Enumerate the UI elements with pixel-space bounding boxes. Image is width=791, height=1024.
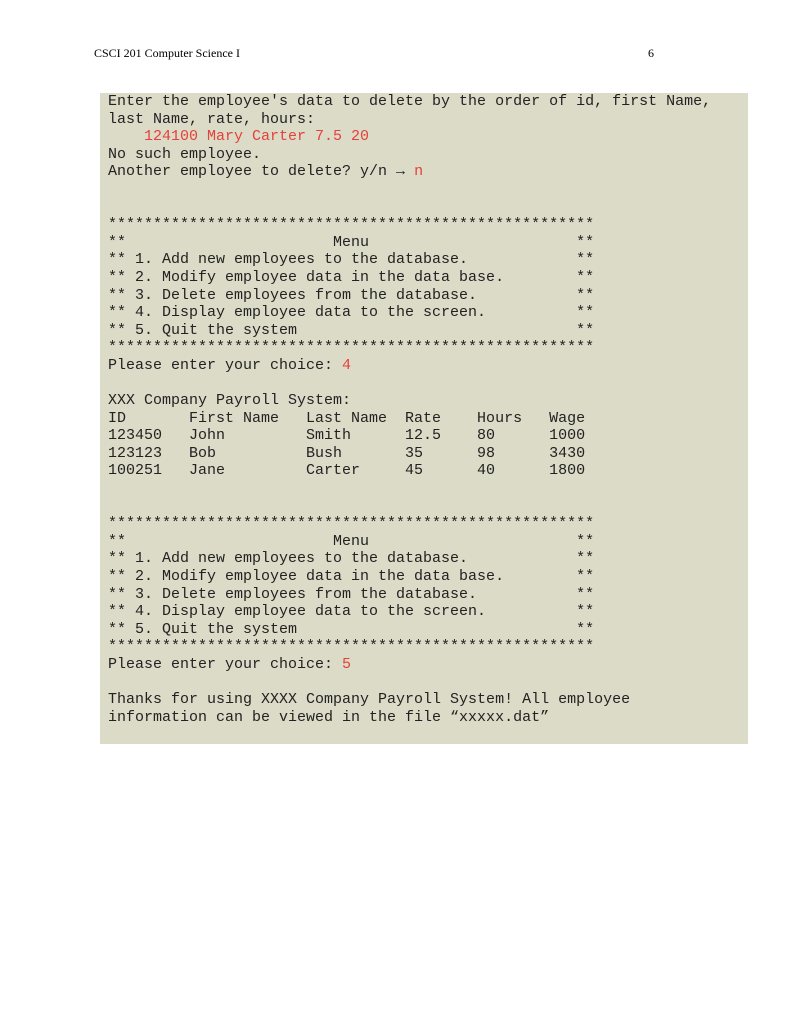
no-such-employee-message: No such employee.	[108, 145, 262, 163]
choice-prompt-line	[108, 656, 744, 674]
payroll-header-row: ID First Name Last Name Rate Hours Wage	[108, 409, 586, 427]
user-input-another: n	[414, 163, 424, 181]
menu-title-line: ** Menu **	[108, 233, 595, 251]
payroll-row: 100251 Jane Carter 45 40 1800	[108, 462, 586, 480]
menu-border-bottom: ******************************************************	[108, 638, 595, 656]
blank-line	[108, 480, 744, 498]
blank-line	[108, 498, 744, 516]
user-input-choice: 5	[342, 656, 352, 673]
menu-border-top: ******************************************************	[108, 216, 595, 234]
delete-input-line	[108, 128, 744, 146]
choice-prompt-line	[108, 357, 744, 375]
user-input-choice: 4	[342, 356, 352, 374]
another-delete-prompt-line	[108, 163, 744, 181]
menu-border-bottom: ******************************************************	[108, 339, 595, 357]
choice-prompt: Please enter your choice:	[108, 656, 343, 673]
thanks-message-line: Thanks for using XXXX Company Payroll System! All employee	[108, 691, 631, 709]
delete-prompt-line: last Name, rate, hours:	[108, 110, 316, 128]
page-number: 6	[648, 46, 654, 60]
payroll-title: XXX Company Payroll System:	[108, 392, 352, 410]
menu-item-delete: ** 3. Delete employees from the database. **	[108, 286, 595, 304]
menu-title-line: ** Menu **	[108, 532, 595, 550]
blank-line	[108, 375, 744, 393]
blank-line	[108, 181, 744, 199]
console-lines	[108, 93, 744, 726]
blank-line	[108, 674, 744, 692]
menu-item-modify: ** 2. Modify employee data in the data base. **	[108, 268, 595, 286]
menu-item-display: ** 4. Display employee data to the screen. **	[108, 603, 595, 621]
course-title: CSCI 201 Computer Science I	[94, 46, 240, 60]
blank-line	[108, 199, 744, 217]
choice-prompt: Please enter your choice:	[108, 356, 343, 374]
payroll-row: 123123 Bob Bush 35 98 3430	[108, 444, 586, 462]
thanks-message-line: information can be viewed in the file “xxxxx.dat”	[108, 708, 550, 726]
another-delete-prompt: Another employee to delete? y/n →	[108, 163, 415, 181]
page-header	[94, 46, 654, 62]
menu-item-add: ** 1. Add new employees to the database. **	[108, 251, 595, 269]
console-output-box	[100, 93, 748, 744]
menu-item-display: ** 4. Display employee data to the screen. **	[108, 304, 595, 322]
user-input-delete-data: 124100 Mary Carter 7.5 20	[144, 128, 370, 146]
menu-item-delete: ** 3. Delete employees from the database. **	[108, 585, 595, 603]
menu-item-quit: ** 5. Quit the system **	[108, 620, 595, 638]
menu-item-modify: ** 2. Modify employee data in the data base. **	[108, 568, 595, 586]
delete-prompt-line: Enter the employee's data to delete by the order of id, first Name,	[108, 93, 712, 110]
input-indent	[108, 128, 144, 145]
menu-item-quit: ** 5. Quit the system **	[108, 321, 595, 339]
payroll-row: 123450 John Smith 12.5 80 1000	[108, 427, 586, 445]
menu-item-add: ** 1. Add new employees to the database. **	[108, 550, 595, 568]
menu-border-top: ******************************************************	[108, 515, 595, 533]
